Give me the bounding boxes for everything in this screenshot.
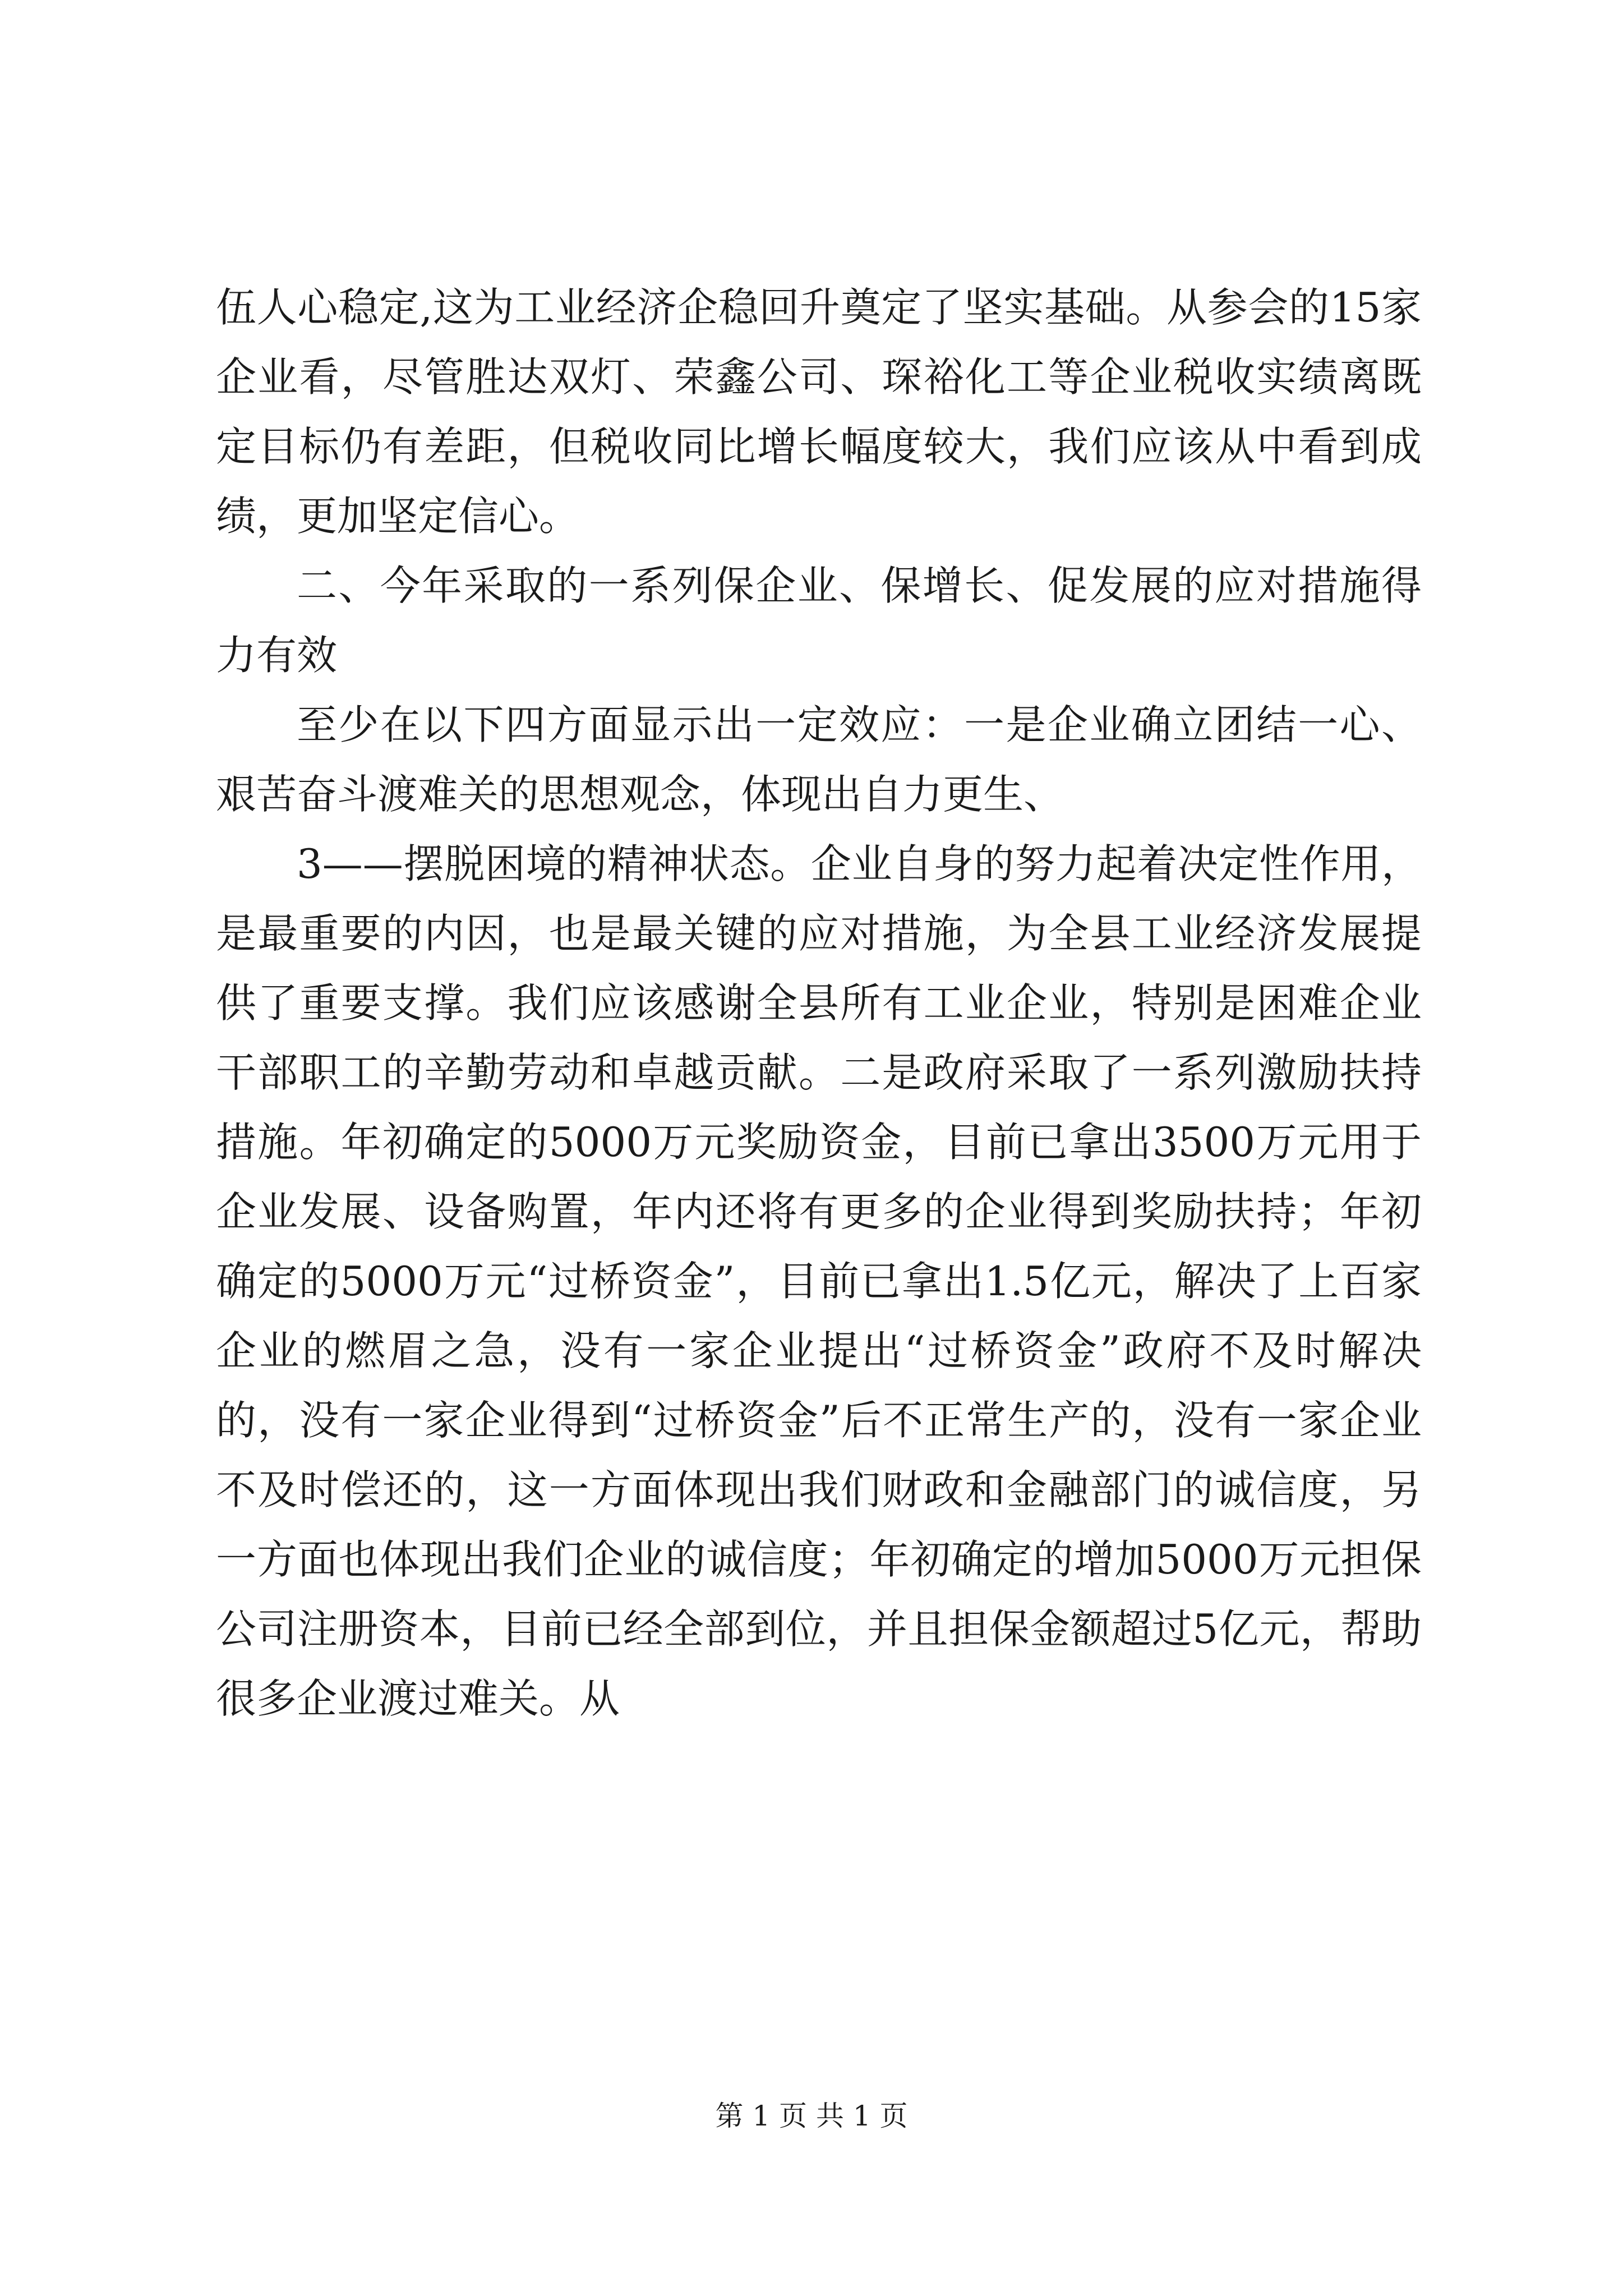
paragraph-main: 3——摆脱困境的精神状态。企业自身的努力起着决定性作用，是最重要的内因，也是最关键的应对措施，为全县工业经济发展提供了重要支撑。我们应该感谢全县所有工业企业，特别是困难企业干部职工的辛勤劳动和卓越贡献。二是政府采取了一系列激励扶持措施。年初确定的5000万元奖励资金，目前已拿出3500万元用于企业发展、设备购置，年内还将有更多的企业得到奖励扶持；年初确定的5000万元“过桥资金”，目前已拿出1.5亿元，解决了上百家企业的燃眉之急，没有一家企业提出“过桥资金”政府不及时解决的，没有一家企业得到“过桥资金”后不正常生产的，没有一家企业不及时偿还的，这一方面体现出我们财政和金融部门的诚信度，另一方面也体现出我们企业的诚信度；年初确定的增加5000万元担保公司注册资本，目前已经全部到位，并且担保金额超过5亿元，帮助很多企业渡过难关。从 <box>216 840 1422 1722</box>
paragraph-intro: 至少在以下四方面显示出一定效应：一是企业确立团结一心、艰苦奋斗渡难关的思想观念，体现出自力更生、 <box>216 701 1422 818</box>
paragraph-continuation: 伍人心稳定,这为工业经济企稳回升奠定了坚实基础。从参会的15家企业看，尽管胜达双灯、荣鑫公司、琛裕化工等企业税收实绩离既定目标仍有差距，但税收同比增长幅度较大，我们应该从中看到成绩，更加坚定信心。 <box>216 284 1422 540</box>
section-heading: 二、今年采取的一系列保企业、保增长、促发展的应对措施得力有效 <box>216 562 1422 679</box>
page-number-footer: 第 1 页 共 1 页 <box>715 2100 908 2132</box>
document-body <box>216 273 1422 1733</box>
